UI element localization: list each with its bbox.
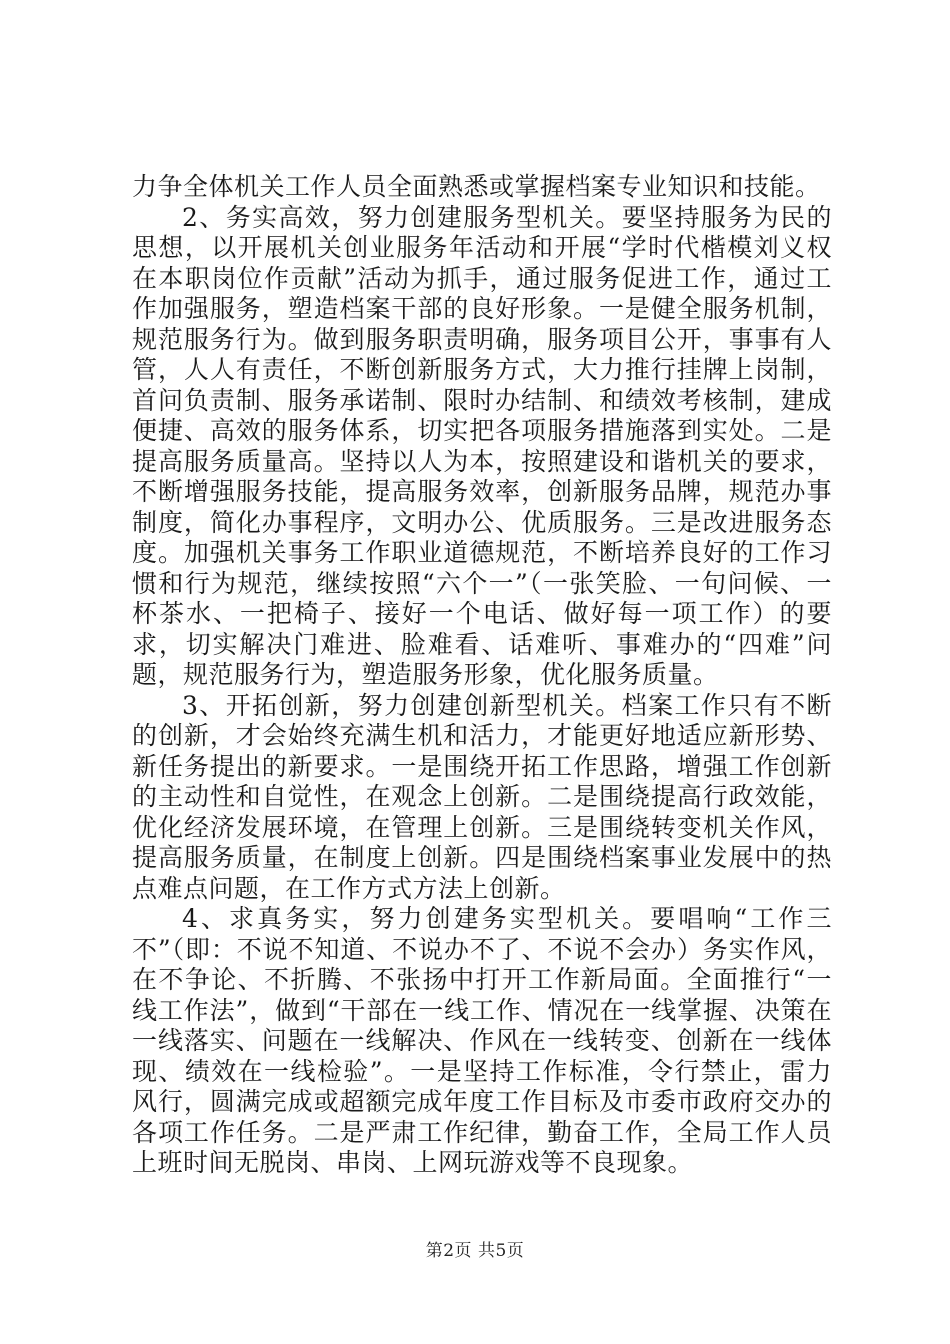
paragraph-innovation-organ: 3、开拓创新，努力创建创新型机关。档案工作只有不断的创新，才会始终充满生机和活力，才能更好地适应新形势、新任务提出的新要求。一是围绕开拓工作思路，增强工作创新的主动性和自觉性，在观念上创新。二是围绕提高行政效能，优化经济发展环境，在管理上创新。三是围绕转变机关作风，提高服务质量，在制度上创新。四是围绕档案事业发展中的热点难点问题，在工作方式方法上创新。 xyxy=(132,690,832,903)
paragraph-service-organ: 2、务实高效，努力创建服务型机关。要坚持服务为民的思想，以开展机关创业服务年活动和开展“学时代楷模刘义权在本职岗位作贡献”活动为抓手，通过服务促进工作，通过工作加强服务，塑造档案干部的良好形象。一是健全服务机制，规范服务行为。做到服务职责明确，服务项目公开，事事有人管，人人有责任，不断创新服务方式，大力推行挂牌上岗制，首问负责制、服务承诺制、限时办结制、和绩效考核制，建成便捷、高效的服务体系，切实把各项服务措施落到实处。二是提高服务质量高。坚持以人为本，按照建设和谐机关的要求，不断增强服务技能，提高服务效率，创新服务品牌，规范办事制度，简化办事程序，文明办公、优质服务。三是改进服务态度。加强机关事务工作职业道德规范，不断培养良好的工作习惯和行为规范，继续按照“六个一”（一张笑脸、一句问候、一杯茶水、一把椅子、接好一个电话、做好每一项工作）的要求，切实解决门难进、脸难看、话难听、事难办的“四难”问题，规范服务行为，塑造服务形象，优化服务质量。 xyxy=(132,202,832,689)
page-number-footer: 第2页 共5页 xyxy=(425,1241,525,1261)
paragraph-continuation: 力争全体机关工作人员全面熟悉或掌握档案专业知识和技能。 xyxy=(132,172,821,201)
paragraph-pragmatic-organ: 4、求真务实，努力创建务实型机关。要唱响“工作三不”（即：不说不知道、不说办不了、不说不会办）务实作风，在不争论、不折腾、不张扬中打开工作新局面。全面推行“一线工作法”，做到“干部在一线工作、情况在一线掌握、决策在一线落实、问题在一线解决、作风在一线转变、创新在一线体现、绩效在一线检验”。一是坚持工作标准，令行禁止，雷力风行，圆满完成或超额完成年度工作目标及市委市政府交办的各项工作任务。二是严肃工作纪律，勤奋工作，全局工作人员上班时间无脱岗、串岗、上网玩游戏等不良现象。 xyxy=(132,904,832,1177)
document-body xyxy=(132,172,832,1179)
